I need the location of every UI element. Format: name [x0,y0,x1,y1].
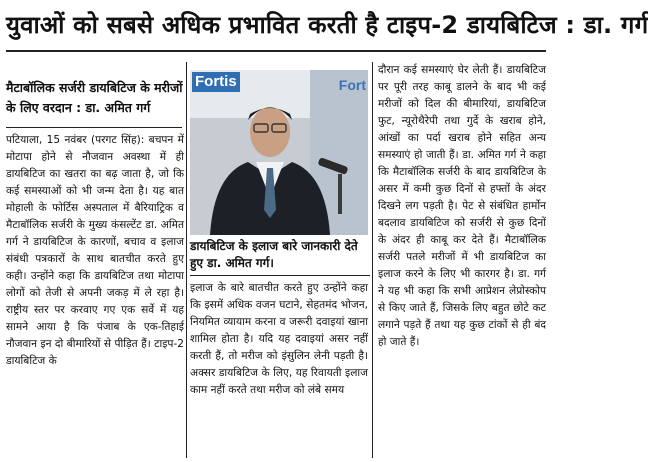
article-photo [190,70,368,235]
photo-backdrop-logo-left: Fortis [192,72,240,92]
subhead-rule [6,127,182,128]
column-3-text: दौरान कई समस्याएं घेर लेती हैं। डायबिटिज पर पूरी तरह काबू डालने के बाद भी कई मरीजों को दिल की बीमारियां, डायबिटिज फुट, न्यूरोथैरेपी तथा गुर्दे के खराब होने, आंखों का पर्दा खराब होने सहित अन्य समस्याएं हो जाती हैं। डा. अमित गर्ग ने कहा कि मैटाबॉलिक सर्जरी के बाद डायबिटिज के असर में कमी कुछ दिनों से हफ्तों के अंदर दिखने लग पड़ती है। पेट से संबंधित हार्मोन बदलाव डायबिटिज को सर्जरी से कुछ दिनों के अंदर ही काबू कर देते हैं। मैटाबॉलिक सर्जरी पतले मरीजों में भी डायबिटिज का इलाज करने के लिए भी कारगर है। डा. गर्ग ने यह भी कहा कि सभी आप्रेशन लेप्रोस्कोप से किए जाते हैं, जिसके लिए बहुत छोटे कट लगाने पड़ते हैं तथा यह कुछ टांकों से ही बंद हो जाते हैं। [378,64,546,348]
headline-rule [6,50,546,52]
column-divider-2 [372,62,373,458]
photo-backdrop-logo-right: Fort [338,77,366,93]
column-1-text: पटियाला, 15 नवंबर (परगट सिंह): बचपन में मोटापा होने से नौजवान अवस्था में ही डायबिटिज का खतरा का बढ़ जाता है, जो कि कई समस्याओं को भी जन्म देता है। यह बात मोहाली के फोर्टिस अस्पताल में बैरियाट्रिक व मैटाबॉलिक सर्जरी के मुख्य कंसल्टेंट डा. अमित गर्ग ने डायबिटिज के कारणों, बचाव व इलाज संबंधी पत्रकारों के साथ बातचीत करते हुए कही। उन्होंने कहा कि डायबिटिज तथा मोटापा लोगों को तेजी से अपनी जकड़ में ले रहा है। राष्ट्रीय स्तर पर करवाए गए एक सर्वे में यह सामने आया है कि पंजाब के एक-तिहाई नौजवान इन दो बीमारियों से पीड़ित हैं। टाइप-2 डायबिटिज के [6,134,184,367]
column-3 [378,62,546,458]
column-2-text: इलाज के बारे बातचीत करते हुए उन्होंने कहा कि इसमें अधिक वजन घटाने, सेहतमंद भोजन, नियमित व्यायाम करना व जरूरी दवाइयां खाना शामिल होता है। यदि यह दवाइयां असर नहीं करती हैं, तो मरीज को इंसुलिन लेनी पड़ती है। अक्सर डायबिटिज के लिए, यह रिवायती इलाज काम नहीं करते तथा मरीज को लंबे समय [190,282,368,396]
headline: युवाओं को सबसे अधिक प्रभावित करती है टाइप-2 डायबिटिज : डा. गर्ग [6,11,648,39]
subheadline: मैटाबॉलिक सर्जरी डायबिटिज के मरीजों के लिए वरदान : डा. अमित गर्ग [6,80,183,115]
caption-rule [190,275,370,276]
column-divider-1 [186,62,187,458]
column-2 [190,280,368,458]
photo-caption: डायबिटिज के इलाज बारे जानकारी देते हुए डा. अमित गर्ग। [190,239,358,270]
column-1 [6,132,184,458]
photo-illustration [190,70,368,235]
